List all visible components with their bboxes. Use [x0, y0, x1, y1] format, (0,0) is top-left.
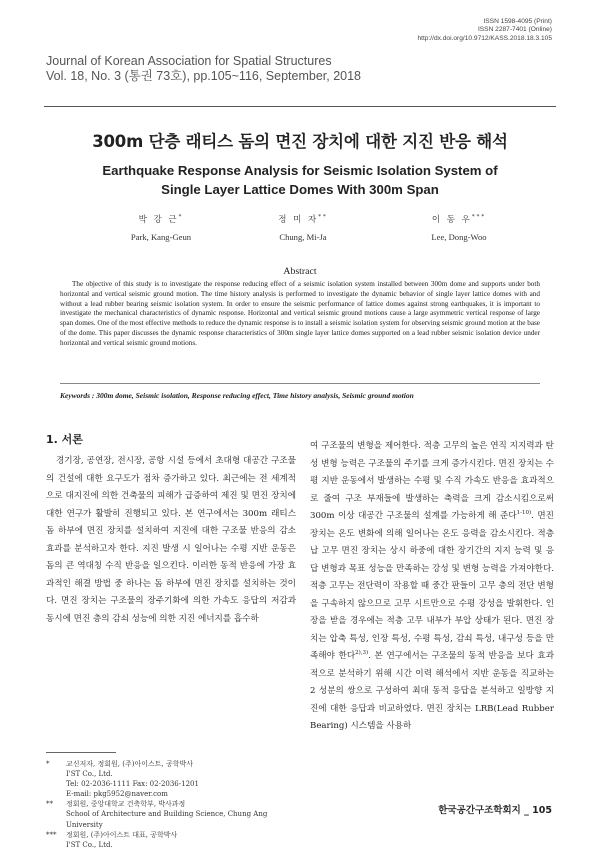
journal-name: Journal of Korean Association for Spatial Structures — [46, 54, 332, 68]
intro-right-part3: . 본 연구에서는 구조물의 동적 반응을 보다 효과적으로 분석하기 위해 시간 이력 해석에서 지반 운동을 직교하는 2 성분의 쌍으로 구성하여 최대 동적 응답을 분석하고 일방향 지진에 대한 응답과 비교하였다. 면진 장치는 LRB(Lead Rubber Bearing) 시스템을 사용하 — [310, 651, 554, 731]
title-english-line2: Single Layer Lattice Domes With 300m Span — [161, 182, 439, 197]
author-2-mark: ** — [318, 214, 328, 221]
author-3-ko: 이 동 우 — [431, 215, 472, 225]
page-footer: 한국공간구조학회지 _ 105 — [438, 805, 552, 816]
author-1-mark: * — [178, 214, 184, 221]
title-korean: 300m 단층 래티스 돔의 면진 장치에 대한 지진 반응 해석 — [92, 132, 508, 151]
column-right — [310, 438, 554, 736]
section-1-heading: 1. 서론 — [46, 433, 83, 446]
journal-volume: Vol. 18, No. 3 (통권 73호), pp.105~116, September, 2018 — [46, 69, 362, 83]
citation-2-3: 2),3) — [355, 650, 369, 657]
footnote-3-mark: *** — [46, 830, 57, 839]
author-2-en: Chung, Mi-Ja — [279, 232, 327, 242]
author-1-en: Park, Kang-Geun — [130, 232, 192, 242]
abstract-text: The objective of this study is to investigate the response reducing effect of a seismic isolation system installed between 300m dome and supports under both horizontal and vertical seismic ground motion. The time history analysis is performed to investigate the dynamic behavior of single layer lattice domes with and without a lead rubber bearing seismic isolation system. In order to ensure the seismic performance of lattice domes against strong earthquakes, it is important to investigate the mechanical characteristics of dynamic response. Horizontal and vertical seismic ground motions cause a large asymmetric vertical response of large span domes. One of the most effective methods to reduce the dynamic response is to install a seismic isolation system for observing seismic ground motion at the base of the dome. This paper discusses the dynamic response characteristics of 300m single layer lattice domes supported on a lead rubber seismic isolation device under horizontal and vertical seismic ground motions. — [60, 280, 540, 347]
footnote-3-line: I'ST Co., Ltd. — [66, 840, 113, 849]
author-1-ko: 박 강 근 — [138, 215, 179, 225]
keywords: Keywords : 300m dome, Seismic isolation, Response reducing effect, Time history analysis, Seismic ground motion — [60, 391, 414, 400]
author-3 — [389, 212, 529, 246]
abstract-divider — [60, 383, 540, 384]
title-english-line1: Earthquake Response Analysis for Seismic Isolation System of — [102, 163, 498, 178]
footnote-2-line: 정회원, 중앙대학교 건축학부, 박사과정 — [66, 800, 186, 809]
footnote-3 — [46, 830, 296, 850]
author-3-mark: *** — [471, 214, 487, 221]
author-2-ko: 정 미 자 — [278, 215, 319, 225]
intro-right-part2: . 면진 장치는 온도 변화에 의해 일어나는 온도 응력을 감소시킨다. 적층 납 고무 면진 장치는 상시 하중에 대한 장기간의 지지 능력 및 응답 변형과 목표 성능을 만족하는 강성 및 변형 능력을 가져야한다. 적층 고무는 전단력이 작용할 때 중간 판들이 고무 층의 전단 변형을 구속하지 않으므로 고무 시트만으로 수평 강성을 발휘한다. 인장을 받을 경우에는 적층 고무 내부가 부압 상태가 된다. 면진 장치는 압축 특성, 인장 특성, 수평 특성, 감쇠 특성, 내구성 등을 만족해야 한다 — [310, 511, 554, 661]
footnote-1-line: 교신저자, 정회원, (주)아이스트, 공학박사 — [66, 760, 194, 768]
footnote-2 — [46, 799, 296, 829]
issn-print: ISSN 1598-4095 (Print) — [483, 18, 552, 25]
footnote-divider — [46, 752, 116, 753]
footnote-3-line: 정회원, (주)아이스트 대표, 공학박사 — [66, 830, 178, 839]
footnote-1-line: Tel: 02-2036-1111 Fax: 02-2036-1201 — [66, 780, 199, 789]
issn-online: ISSN 2287-7401 (Online) — [477, 26, 552, 34]
column-left — [46, 453, 296, 628]
footnote-1-email[interactable]: E-mail: pkg5952@naver.com — [66, 790, 168, 799]
citation-1-10: 1-10) — [516, 510, 532, 517]
author-3-en: Lee, Dong-Woo — [431, 232, 487, 242]
author-2 — [233, 212, 373, 246]
footnote-2-mark: ** — [46, 800, 53, 809]
doi-link[interactable]: http://dx.doi.org/10.9712/KASS.2018.18.3.105 — [417, 34, 552, 42]
footnotes — [46, 759, 296, 850]
issn-block — [417, 18, 552, 43]
journal-header — [46, 54, 361, 84]
header-divider — [44, 106, 556, 107]
abstract-heading: Abstract — [283, 266, 317, 277]
intro-paragraph-left: 경기장, 공연장, 전시장, 공항 시설 등에서 초대형 대공간 구조물의 건설에 대한 요구도가 점차 증가하고 있다. 최근에는 전 세계적으로 대지진에 의한 건축물의 피해가 급증하여 제진 및 면진 장치에 대한 연구가 활발히 진행되고 있다. 본 연구에서는 300m 래티스 돔 하부에 면진 장치를 설치하여 지진에 대한 구조물 반응의 감소 효과를 분석하고자 한다. 지진 발생 시 일어나는 수평 지반 운동은 돔의 큰 역대칭 수직 반응을 일으킨다. 이러한 동적 반응에 가장 효과적인 해결 방법 중 하나는 돔 하부에 면진 장치를 설치하는 것이다. 면진 장치는 구조물의 장주기화에 의한 가속도 응답의 저감과 동시에 면진 층의 감쇠 성능에 의한 지진 에너지를 흡수하 — [46, 456, 296, 624]
footnote-1-mark: * — [46, 760, 50, 768]
title-english — [0, 161, 600, 199]
author-1 — [91, 212, 231, 246]
intro-paragraph-right — [310, 438, 554, 736]
intro-right-part1: 여 구조물의 변형을 제어한다. 적층 고무의 높은 연직 지지력과 탄성 변형 능력은 구조물의 주기를 크게 증가시킨다. 면진 장치는 수평 지반 운동에서 발생하는 수평 및 수직 가속도 반응을 효과적으로 줄여 구조 부재들에 발생하는 축력을 크게 감소시킴으로써 300m 이상 대공간 구조물의 설계를 가능하게 해 준다 — [310, 441, 554, 521]
footnote-1 — [46, 759, 296, 799]
footnote-2-line: School of Architecture and Building Science, Chung Ang University — [66, 810, 268, 829]
footnote-1-line: I'ST Co., Ltd. — [66, 770, 113, 779]
